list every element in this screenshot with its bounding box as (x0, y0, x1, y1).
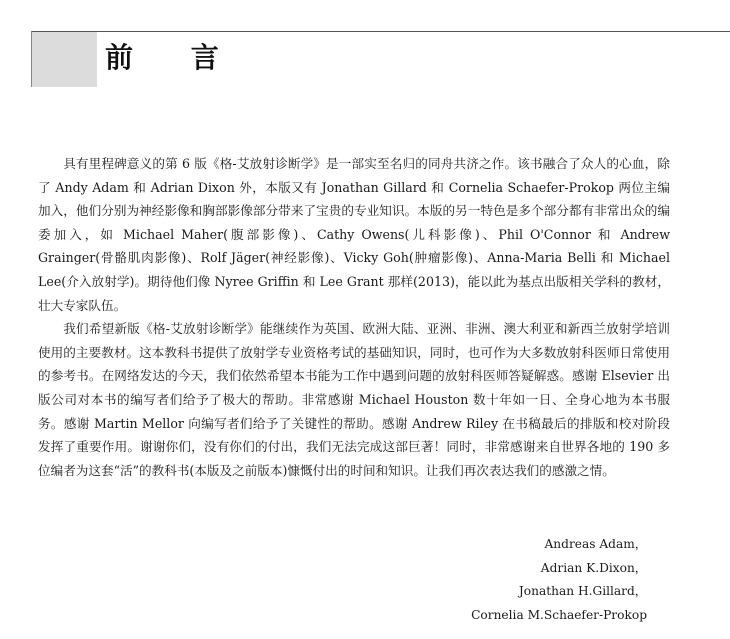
signature-line: Cornelia M.Schaefer-Prokop (471, 607, 647, 622)
paragraph-1: 具有里程碑意义的第 6 版《格-艾放射诊断学》是一部实至名归的同舟共济之作。该书融合了众人的心血，除了 Andy Adam 和 Adrian Dixon 外，本版又有 Jonathan Gillard 和 Cornelia Schaefer-Prokop 两位主编加入，他们分别为神经影像和胸部影像部分带来了宝贵的专业知识。本版的另一特色是多个部分都有非常出众的编委加入，如 Michael Maher(腹部影像)、Cathy Owens(儿科影像)、Phil O'Connor 和 Andrew Grainger(骨骼肌肉影像)、Rolf Jäger(神经影像)、Vicky Goh(肿瘤影像)、Anna-Maria Belli 和 Michael Lee(介入放射学)。期待他们像 Nyree Griffin 和 Lee Grant 那样(2013)，能以此为基点出版相关学科的教材，壮大专家队伍。 (38, 156, 670, 313)
signature-line: Andreas Adam， (544, 537, 647, 551)
header-top-rule (31, 31, 730, 32)
signature-line: Jonathan H.Gillard， (518, 584, 647, 598)
page-title: 前 言 (105, 41, 243, 74)
signature-block (471, 533, 647, 627)
paragraph-2: 我们希望新版《格-艾放射诊断学》能继续作为英国、欧洲大陆、亚洲、非洲、澳大利亚和新西兰放射学培训使用的主要教材。这本教科书提供了放射学专业资格考试的基础知识，同时，也可作为大多数放射科医师日常使用的参考书。在网络发达的今天，我们依然希望本书能为工作中遇到问题的放射科医师答疑解惑。感谢 Elsevier 出版公司对本书的编写者们给予了极大的帮助。非常感谢 Michael Houston 数十年如一日、全身心地为本书服务。感谢 Martin Mellor 向编写者们给予了关键性的帮助。感谢 Andrew Riley 在书稿最后的排版和校对阶段发挥了重要作用。谢谢你们，没有你们的付出，我们无法完成这部巨著！同时，非常感谢来自世界各地的 190 多位编者为这套“活”的教科书(本版及之前版本)慷慨付出的时间和知识。让我们再次表达我们的感激之情。 (38, 321, 670, 478)
preface-body (38, 152, 670, 482)
header-left-rule (31, 31, 32, 87)
header-gray-band (31, 32, 97, 87)
signature-line: Adrian K.Dixon， (540, 560, 647, 575)
